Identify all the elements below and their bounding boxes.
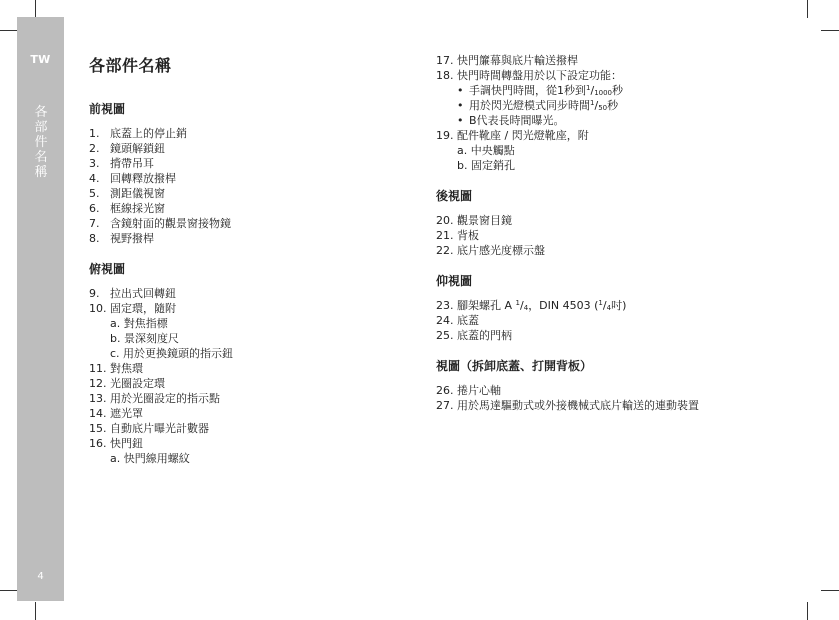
- side-title: [33, 105, 49, 180]
- list-item: 1. 底蓋上的停止銷: [89, 127, 187, 140]
- sub-item: b. 景深刻度尺: [110, 332, 179, 345]
- list-item: 23. 腳架螺孔 A $^1/_4$，DIN 4503 ($^1/_4$吋): [436, 299, 627, 312]
- list-item: 21. 背板: [436, 229, 479, 242]
- section-heading-top: 俯視圖: [89, 262, 126, 276]
- list-item: 11. 對焦環: [89, 362, 143, 375]
- page-number: 4: [37, 571, 44, 582]
- list-item: 12. 光圈設定環: [89, 377, 165, 390]
- section-heading-front: 前視圖: [89, 102, 126, 116]
- list-item: 8. 視野撥桿: [89, 232, 154, 245]
- back-list: [436, 213, 816, 258]
- bottom-list: [436, 298, 816, 343]
- list-item: 22. 底片感光度標示盤: [436, 244, 545, 257]
- list-item: 20. 觀景窗目鏡: [436, 214, 512, 227]
- crop-mark: [0, 590, 18, 591]
- list-item: 10. 固定環，隨附: [89, 302, 176, 315]
- sub-item: c. 用於更換鏡頭的指示鈕: [110, 347, 234, 360]
- crop-mark: [821, 590, 839, 591]
- list-item: 6. 框線採光窗: [89, 202, 165, 215]
- page-title: 各部件名稱: [89, 56, 172, 75]
- crop-mark: [35, 0, 36, 18]
- section-heading-bottom: 仰視圖: [436, 274, 473, 288]
- side-title-char: 名: [34, 150, 48, 165]
- language-tag: TW: [30, 53, 51, 66]
- sub-item: a. 快門線用螺紋: [110, 452, 190, 465]
- bullet-item: • B代表長時間曝光。: [457, 114, 565, 127]
- side-title-char: 各: [34, 105, 48, 120]
- list-item: 5. 測距儀視窗: [89, 187, 165, 200]
- bullet-item: • 用於閃光燈模式同步時間$^1/_{50}$秒: [457, 99, 619, 112]
- list-item: 14. 遮光罩: [89, 407, 143, 420]
- top-list-continued: [436, 53, 816, 173]
- list-item: 9. 拉出式回轉鈕: [89, 287, 176, 300]
- sub-item: a. 中央觸點: [457, 144, 515, 157]
- list-item: 13. 用於光圈設定的指示點: [89, 392, 220, 405]
- opened-list: [436, 383, 816, 413]
- list-item: 26. 捲片心軸: [436, 384, 501, 397]
- crop-mark: [821, 30, 839, 31]
- list-item: 16. 快門鈕: [89, 437, 143, 450]
- bullet-item: • 手調快門時間，從1秒到$^1/_{1000}$秒: [457, 84, 624, 97]
- side-title-char: 件: [34, 135, 48, 150]
- right-column: [436, 53, 816, 413]
- side-title-char: 部: [34, 120, 48, 135]
- list-item: 24. 底蓋: [436, 314, 479, 327]
- list-item: 19. 配件靴座 / 閃光燈靴座，附: [436, 129, 589, 142]
- crop-mark: [0, 30, 18, 31]
- left-column: [89, 53, 409, 466]
- side-title-char: 稱: [34, 165, 48, 180]
- side-bar: [17, 17, 64, 601]
- list-item: 2. 鏡頭解鎖鈕: [89, 142, 165, 155]
- list-item: 25. 底蓋的門柄: [436, 329, 512, 342]
- list-item: 4. 回轉釋放撥桿: [89, 172, 176, 185]
- list-item: 3. 揹帶吊耳: [89, 157, 154, 170]
- list-item: 18. 快門時間轉盤用於以下設定功能：: [436, 69, 622, 82]
- sub-item: a. 對焦指標: [110, 317, 168, 330]
- list-item: 15. 自動底片曝光計數器: [89, 422, 209, 435]
- list-item: 27. 用於馬達驅動式或外接機械式底片輸送的連動裝置: [436, 399, 699, 412]
- list-item: 7. 含鏡射面的觀景窗接物鏡: [89, 217, 231, 230]
- section-heading-opened: 視圖（拆卸底蓋、打開背板）: [436, 359, 593, 373]
- crop-mark: [807, 602, 808, 620]
- list-item: 17. 快門簾幕與底片輸送撥桿: [436, 54, 578, 67]
- section-heading-back: 後視圖: [436, 189, 473, 203]
- crop-mark: [807, 0, 808, 18]
- front-list: [89, 126, 409, 246]
- sub-item: b. 固定銷孔: [457, 159, 515, 172]
- top-list: [89, 286, 409, 466]
- crop-mark: [35, 602, 36, 620]
